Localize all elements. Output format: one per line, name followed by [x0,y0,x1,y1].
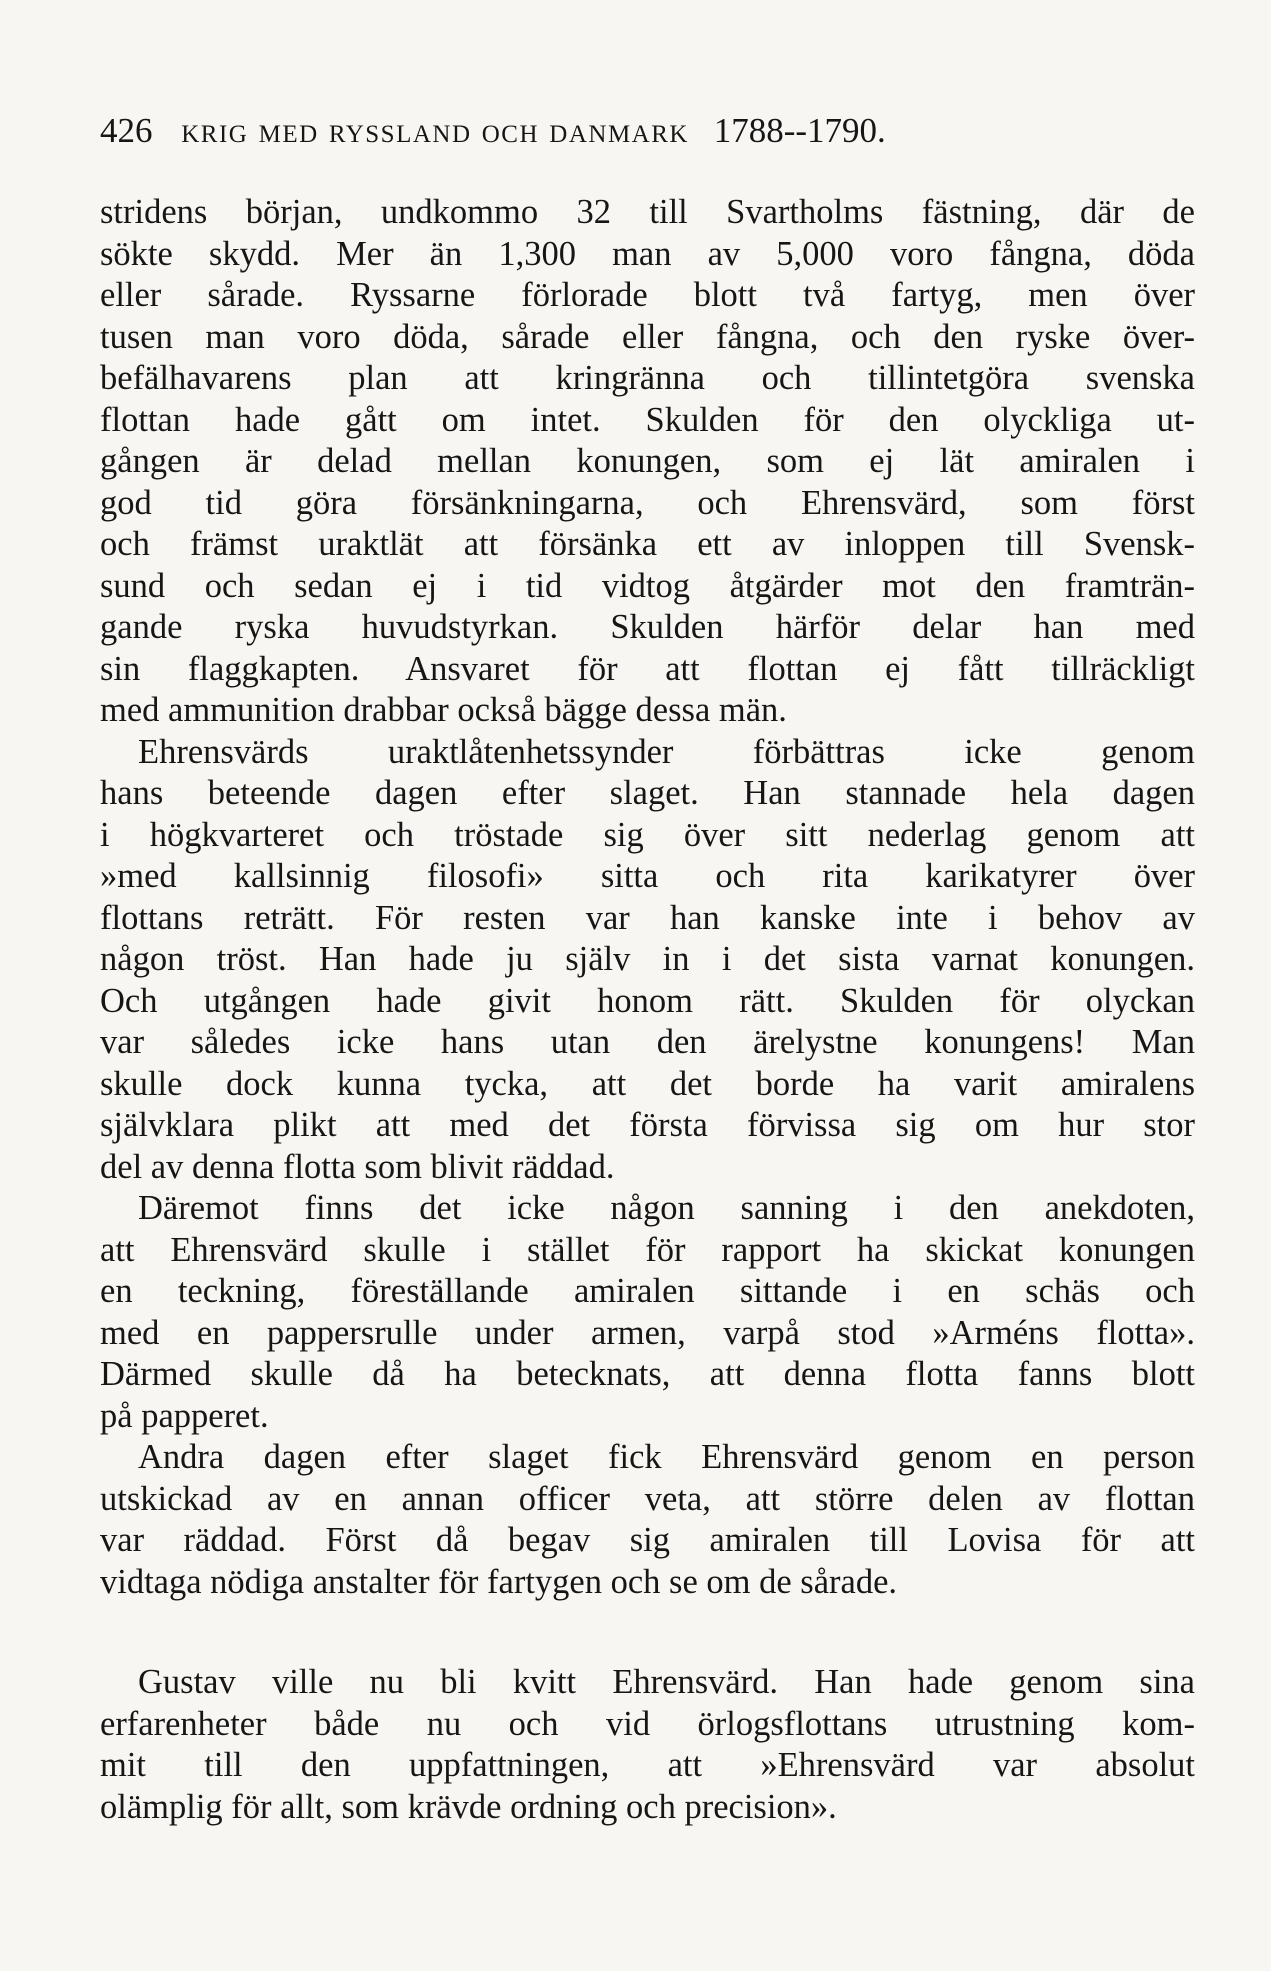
text-line: vidtaga nödiga anstalter för fartygen och se om de sårade. [100,1562,898,1601]
text-line: att Ehrensvärd skulle i stället för rapport ha skickat konungen [100,1230,1195,1269]
text-line: sökte skydd. Mer än 1,300 man av 5,000 voro fångna, döda [100,234,1195,273]
text-line: befälhavarens plan att kringränna och tillintetgöra svenska [100,359,1195,397]
text-line: var räddad. Först då begav sig amiralen till Lovisa för att [100,1521,1195,1559]
text-line: med ammunition drabbar också bägge dessa män. [100,691,787,729]
text-line: Ehrensvärds uraktlåtenhetssynder förbättras icke genom [138,732,1195,771]
running-years: 1788--1790. [713,111,886,150]
text-line: i högkvarteret och tröstade sig över sitt nederlag genom att [100,815,1195,854]
paragraph-2 [100,732,1195,1189]
text-line: på papperet. [100,1396,269,1435]
text-line: mit till den uppfattningen, att »Ehrensvärd var absolut [100,1746,1195,1784]
text-line: gande ryska huvudstyrkan. Skulden härför delar han med [100,608,1195,646]
running-header [100,110,1180,152]
text-line: skulle dock kunna tycka, att det borde ha varit amiralens [100,1064,1195,1103]
text-line: någon tröst. Han hade ju själv in i det sista varnat konungen. [100,940,1195,978]
text-line: »med kallsinnig filosofi» sitta och rita karikatyrer över [100,857,1195,895]
text-line: eller sårade. Ryssarne förlorade blott två fartyg, men över [100,276,1195,314]
text-line: flottan hade gått om intet. Skulden för den olyckliga ut- [100,400,1195,439]
text-line: sin flaggkapten. Ansvaret för att flottan ej fått tillräckligt [100,649,1195,688]
text-line: med en pappersrulle under armen, varpå stod »Arméns flotta». [100,1313,1195,1352]
text-line: hans beteende dagen efter slaget. Han stannade hela dagen [100,774,1195,812]
section-gap [100,1603,1195,1662]
text-line: del av denna flotta som blivit räddad. [100,1147,615,1186]
text-line: var således icke hans utan den ärelystne konungens! Man [100,1023,1195,1061]
text-line: erfarenheter både nu och vid örlogsflottans utrustning kom- [100,1704,1195,1743]
paragraph-3 [100,1188,1195,1437]
paragraph-1 [100,192,1195,732]
text-line: en teckning, föreställande amiralen sittande i en schäs och [100,1272,1195,1310]
paragraph-5 [100,1662,1195,1828]
text-line: stridens början, undkommo 32 till Svartholms fästning, där de [100,193,1195,231]
text-line: utskickad av en annan officer veta, att större delen av flottan [100,1479,1195,1518]
text-line: flottans reträtt. För resten var han kanske inte i behov av [100,898,1195,937]
text-line: och främst uraktlät att försänka ett av inloppen till Svensk- [100,525,1195,563]
text-line: olämplig för allt, som krävde ordning och precision». [100,1787,837,1826]
paragraph-4 [100,1437,1195,1603]
page-number: 426 [100,111,153,150]
text-line: tusen man voro döda, sårade eller fångna, och den ryske över- [100,317,1195,356]
text-line: Gustav ville nu bli kvitt Ehrensvärd. Han hade genom sina [138,1663,1195,1701]
text-line: sund och sedan ej i tid vidtog åtgärder mot den framträn- [100,566,1195,605]
running-title: krig med ryssland och danmark [181,111,689,150]
text-line: självklara plikt att med det första förvissa sig om hur stor [100,1106,1195,1144]
text-line: gången är delad mellan konungen, som ej lät amiralen i [100,442,1195,480]
text-line: god tid göra försänkningarna, och Ehrensvärd, som först [100,483,1195,522]
body-text [100,192,1195,1828]
text-line: Andra dagen efter slaget fick Ehrensvärd genom en person [138,1438,1195,1476]
text-line: Och utgången hade givit honom rätt. Skulden för olyckan [100,981,1195,1020]
text-line: Därmed skulle då ha betecknats, att denna flotta fanns blott [100,1355,1195,1393]
text-line: Däremot finns det icke någon sanning i den anekdoten, [138,1189,1195,1227]
